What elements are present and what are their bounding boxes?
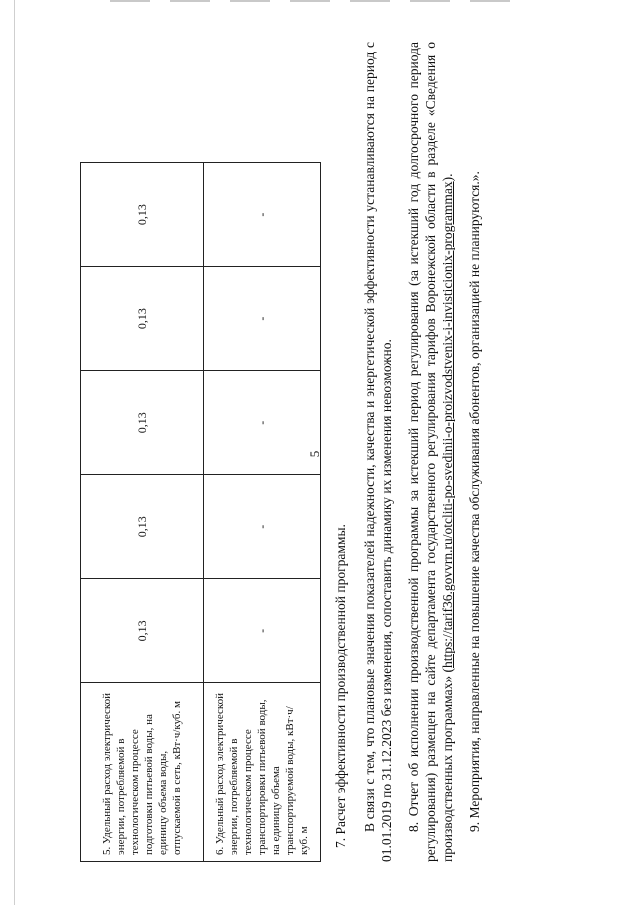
section-8-text xyxy=(405,42,456,862)
row-value: 0,13 xyxy=(81,371,204,475)
row-value: 0,13 xyxy=(81,267,204,371)
row-value: - xyxy=(204,267,321,371)
row-value: 0,13 xyxy=(81,579,204,683)
row-value: - xyxy=(204,475,321,579)
report-link[interactable]: https://tarif36.govvrn.ru/otcliti-po-svedinii-o-proizvodstvenix-i-invisticionix-programmax xyxy=(440,181,455,669)
row-value: 0,13 xyxy=(81,475,204,579)
section-9-text: 9. Мероприятия, направленные на повышение качества обслуживания абонентов, организацией не планируются.». xyxy=(467,171,482,832)
row-value: - xyxy=(204,371,321,475)
scan-edge-line xyxy=(14,0,15,905)
row-value: 0,13 xyxy=(81,163,204,267)
section-8-body: 8. Отчет об исполнении производственной программы за истекший период регулирования (за истекший год долгосрочного периода регулирования) размещен на сайте департамента государственного регулирования тарифов Воронежской области в разделе «Сведения о производственных программах» ( xyxy=(406,42,455,862)
table-row xyxy=(81,163,204,862)
page-number: 5 xyxy=(307,450,322,458)
row-value: - xyxy=(204,579,321,683)
scan-top-mark xyxy=(110,0,530,2)
section-7-text: В связи с тем, что плановые значения показателей надежности, качества и энергетической эффективности устанавливаются на период с 01.01.2019 по 31.12.2023 без изменения, сопоставить динамику их изменения невозможно. xyxy=(362,42,394,862)
row-label: 6. Удельный расход электрической энергии, потребляемой в технологическом процессе транспортировки питьевой воды, на единицу объема транспортируемой воды, кВт·ч/куб. м xyxy=(204,683,321,862)
section-7-heading: 7. Расчет эффективности производственной программы. xyxy=(333,524,348,848)
document-body xyxy=(330,42,483,862)
indicators-table xyxy=(80,162,321,862)
row-label: 5. Удельный расход электрической энергии, потребляемой в технологическом процессе подготовки питьевой воды, на единицу объема воды, отпускаемой в сеть, кВт·ч/куб. м xyxy=(81,683,204,862)
section-8-tail: ). xyxy=(440,173,455,182)
table-row xyxy=(204,163,321,862)
row-value: - xyxy=(204,163,321,267)
